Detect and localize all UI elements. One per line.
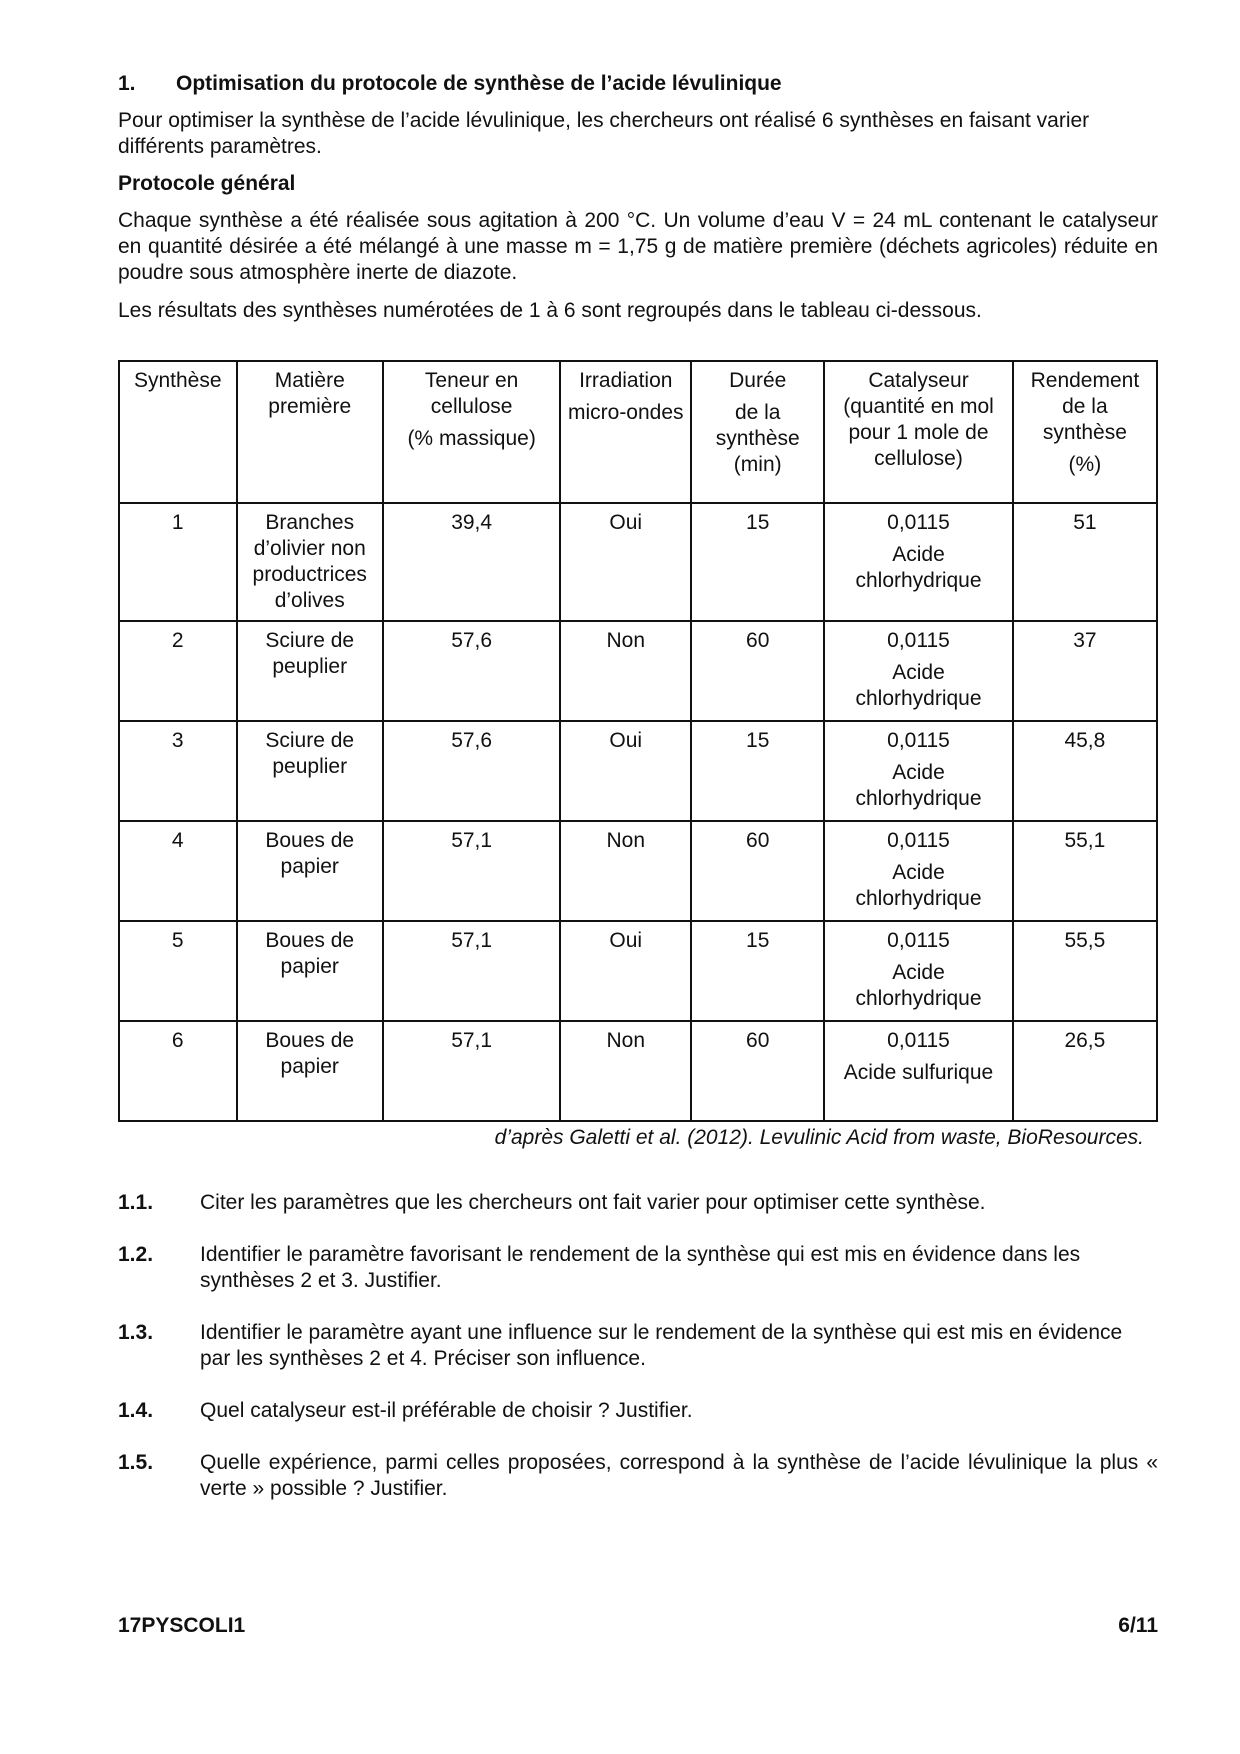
- column-header-sublabel: micro-ondes: [567, 401, 684, 424]
- cell-catalyseur: [824, 921, 1013, 1021]
- cell-synthese: 5: [119, 921, 237, 1021]
- cell-irradiation: Oui: [560, 503, 691, 621]
- question-item: [118, 1242, 1158, 1294]
- questions-list: [118, 1190, 1158, 1502]
- question-item: [118, 1450, 1158, 1502]
- cell-matiere: Boues de papier: [237, 921, 383, 1021]
- cell-duree: 15: [691, 503, 824, 621]
- question-text: Quel catalyseur est-il préférable de choisir ? Justifier.: [200, 1399, 693, 1422]
- column-header-sublabel: (%): [1068, 453, 1102, 476]
- column-header-label: Durée: [729, 369, 787, 392]
- catalyst-quantity: 0,0115: [887, 829, 950, 852]
- column-header: [119, 361, 237, 503]
- cell-rendement: 55,1: [1013, 821, 1157, 921]
- cell-teneur: 57,1: [383, 1021, 560, 1121]
- catalyst-quantity: 0,0115: [887, 511, 950, 534]
- cell-teneur: 57,1: [383, 821, 560, 921]
- cell-catalyseur: [824, 621, 1013, 721]
- cell-catalyseur: [824, 821, 1013, 921]
- cell-synthese: 6: [119, 1021, 237, 1121]
- cell-synthese: 3: [119, 721, 237, 821]
- table-row: [119, 1021, 1157, 1121]
- cell-synthese: 2: [119, 621, 237, 721]
- document-code: 17PYSCOLI1: [118, 1614, 246, 1637]
- cell-rendement: 55,5: [1013, 921, 1157, 1021]
- table-row: [119, 821, 1157, 921]
- cell-duree: 15: [691, 721, 824, 821]
- table-row: [119, 503, 1157, 621]
- cell-matiere: Boues de papier: [237, 821, 383, 921]
- cell-irradiation: Oui: [560, 721, 691, 821]
- table-row: [119, 621, 1157, 721]
- cell-matiere: Sciure de peuplier: [237, 621, 383, 721]
- cell-duree: 60: [691, 821, 824, 921]
- question-number: 1.3.: [118, 1321, 154, 1344]
- catalyst-quantity: 0,0115: [887, 629, 950, 652]
- column-header-label: Synthèse: [133, 369, 222, 392]
- section-title: Optimisation du protocole de synthèse de l’acide lévulinique: [176, 72, 782, 95]
- protocol-title: Protocole général: [118, 172, 296, 195]
- cell-duree: 60: [691, 621, 824, 721]
- question-text: Identifier le paramètre favorisant le rendement de la synthèse qui est mis en évidence dans les synthèses 2 et 3. Justifier.: [200, 1243, 1081, 1292]
- catalyst-name: Acide sulfurique: [843, 1061, 994, 1084]
- question-text: Citer les paramètres que les chercheurs ont fait varier pour optimiser cette synthèse.: [200, 1191, 986, 1214]
- column-header: [824, 361, 1013, 503]
- catalyst-quantity: 0,0115: [887, 1029, 950, 1052]
- question-number: 1.1.: [118, 1191, 154, 1214]
- catalyst-name: Acide chlorhydrique: [855, 761, 982, 810]
- question-number: 1.5.: [118, 1451, 154, 1474]
- catalyst-name: Acide chlorhydrique: [855, 961, 982, 1010]
- table-row: [119, 921, 1157, 1021]
- protocol-text: Chaque synthèse a été réalisée sous agitation à 200 °C. Un volume d’eau V = 24 mL contenant le catalyseur en quantité désirée a été mélangé à une masse m = 1,75 g de matière première (déchets agricoles) réduite en poudre sous atmosphère inerte de diazote.: [118, 209, 1158, 284]
- cell-teneur: 57,6: [383, 721, 560, 821]
- question-text: Quelle expérience, parmi celles proposées, correspond à la synthèse de l’acide lévulinique la plus « verte » possible ? Justifier.: [200, 1451, 1158, 1500]
- section-heading: [118, 72, 1158, 96]
- cell-catalyseur: [824, 721, 1013, 821]
- cell-matiere: Sciure de peuplier: [237, 721, 383, 821]
- cell-teneur: 57,6: [383, 621, 560, 721]
- section-number: 1.: [118, 72, 136, 95]
- question-number: 1.4.: [118, 1399, 154, 1422]
- catalyst-quantity: 0,0115: [887, 929, 950, 952]
- column-header: [1013, 361, 1157, 503]
- cell-catalyseur: [824, 1021, 1013, 1121]
- column-header-sublabel: (% massique): [407, 427, 536, 450]
- results-table: [118, 360, 1158, 1122]
- column-header: [560, 361, 691, 503]
- table-row: [119, 721, 1157, 821]
- cell-teneur: 39,4: [383, 503, 560, 621]
- table-source: d’après Galetti et al. (2012). Levulinic Acid from waste, BioResources.: [494, 1126, 1144, 1149]
- cell-synthese: 1: [119, 503, 237, 621]
- column-header-label: Irradiation: [579, 369, 673, 392]
- cell-matiere: Branches d’olivier non productrices d’olives: [237, 503, 383, 621]
- column-header-label: Catalyseur (quantité en mol pour 1 mole de cellulose): [843, 369, 994, 470]
- catalyst-name: Acide chlorhydrique: [855, 543, 982, 592]
- cell-matiere: Boues de papier: [237, 1021, 383, 1121]
- cell-rendement: 51: [1013, 503, 1157, 621]
- cell-rendement: 37: [1013, 621, 1157, 721]
- question-item: [118, 1398, 1158, 1424]
- cell-duree: 60: [691, 1021, 824, 1121]
- column-header-label: Teneur en cellulose: [424, 369, 519, 418]
- catalyst-name: Acide chlorhydrique: [855, 861, 982, 910]
- page-footer: [118, 1614, 1158, 1638]
- question-item: [118, 1320, 1158, 1372]
- column-header-label: Rendement de la synthèse: [1030, 369, 1140, 444]
- cell-synthese: 4: [119, 821, 237, 921]
- cell-catalyseur: [824, 503, 1013, 621]
- column-header: [383, 361, 560, 503]
- results-intro: Les résultats des synthèses numérotées de 1 à 6 sont regroupés dans le tableau ci-dessous.: [118, 299, 982, 322]
- column-header-sublabel: de la synthèse (min): [715, 401, 800, 476]
- cell-teneur: 57,1: [383, 921, 560, 1021]
- cell-irradiation: Oui: [560, 921, 691, 1021]
- catalyst-name: Acide chlorhydrique: [855, 661, 982, 710]
- document-page: [118, 72, 1158, 1528]
- cell-irradiation: Non: [560, 621, 691, 721]
- table-body: [119, 503, 1157, 1121]
- column-header: [237, 361, 383, 503]
- cell-duree: 15: [691, 921, 824, 1021]
- intro-paragraph: Pour optimiser la synthèse de l’acide lévulinique, les chercheurs ont réalisé 6 synthèses en faisant varier différents paramètres.: [118, 109, 1090, 158]
- question-text: Identifier le paramètre ayant une influence sur le rendement de la synthèse qui est mis en évidence par les synthèses 2 et 4. Préciser son influence.: [200, 1321, 1123, 1370]
- cell-irradiation: Non: [560, 1021, 691, 1121]
- table-header-row: [119, 361, 1157, 503]
- question-item: [118, 1190, 1158, 1216]
- column-header: [691, 361, 824, 503]
- cell-rendement: 26,5: [1013, 1021, 1157, 1121]
- question-number: 1.2.: [118, 1243, 154, 1266]
- catalyst-quantity: 0,0115: [887, 729, 950, 752]
- column-header-label: Matière première: [268, 369, 352, 418]
- page-number: 6/11: [1118, 1614, 1158, 1637]
- cell-irradiation: Non: [560, 821, 691, 921]
- cell-rendement: 45,8: [1013, 721, 1157, 821]
